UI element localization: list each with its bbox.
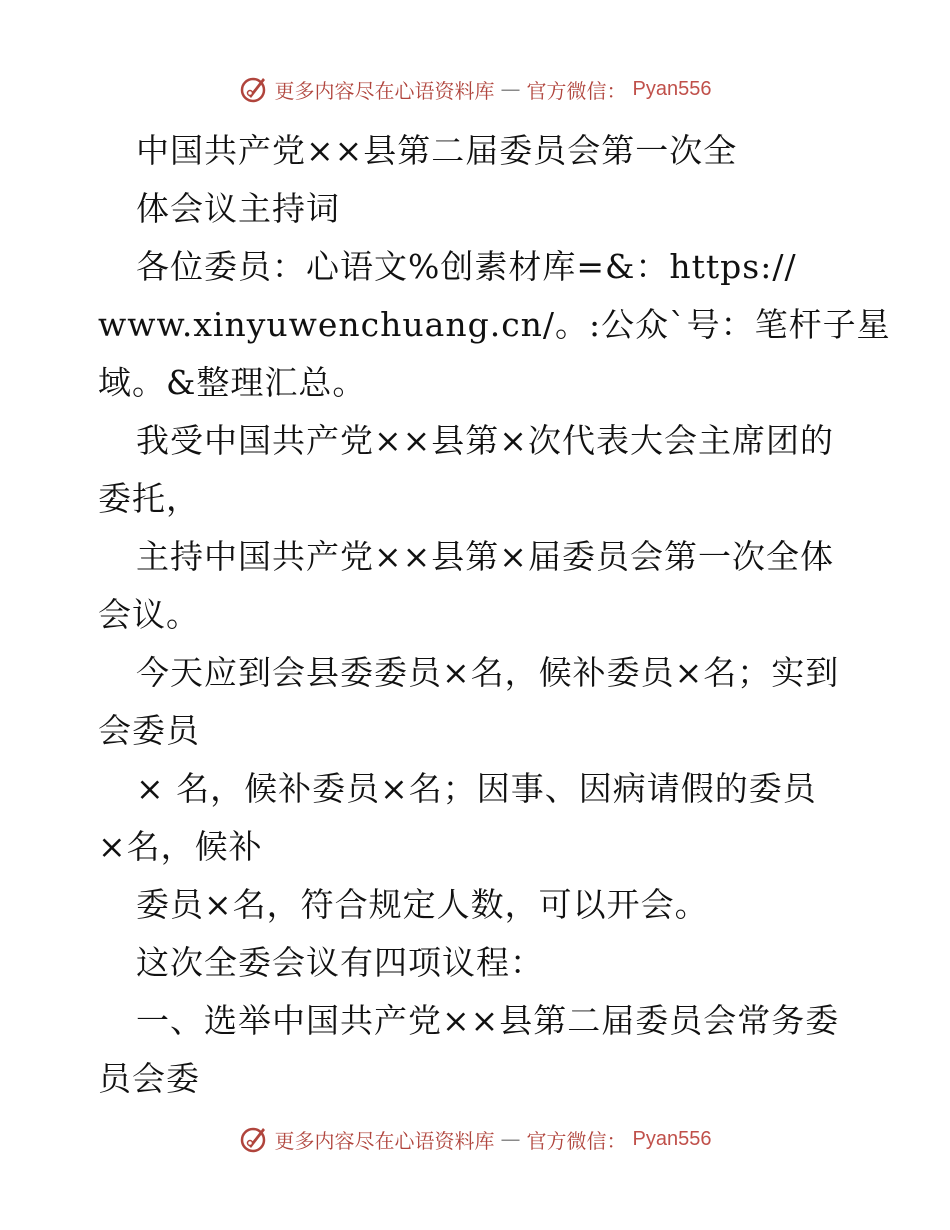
watermark-main-text: 更多内容尽在心语资料库 bbox=[274, 78, 495, 103]
document-line: 主持中国共产党××县第×届委员会第一次全体 bbox=[136, 537, 834, 576]
watermark-id: Pyan556 bbox=[632, 77, 712, 100]
watermark-separator: — bbox=[500, 77, 521, 101]
document-line: 今天应到会县委委员×名，候补委员×名；实到 bbox=[136, 653, 840, 692]
watermark-official-text: 官方微信： bbox=[526, 1128, 627, 1153]
quill-logo-icon bbox=[239, 1124, 269, 1154]
document-line: × 名，候补委员×名；因事、因病请假的委员 bbox=[136, 769, 817, 808]
quill-logo-icon bbox=[239, 74, 269, 104]
document-line: 我受中国共产党××县第×次代表大会主席团的 bbox=[136, 421, 834, 460]
watermark-top bbox=[0, 74, 950, 104]
document-body bbox=[98, 122, 891, 1108]
document-line: 委托， bbox=[98, 479, 200, 518]
watermark-bottom bbox=[0, 1124, 950, 1154]
watermark-main-text: 更多内容尽在心语资料库 bbox=[274, 1128, 495, 1153]
document-line: 会议。 bbox=[98, 595, 200, 634]
document-line: 各位委员：心语文%创素材库=&：https:// bbox=[136, 247, 797, 286]
document-line: 域。&整理汇总。 bbox=[98, 363, 367, 402]
watermark-official-text: 官方微信： bbox=[526, 78, 627, 103]
document-line: 这次全委会议有四项议程： bbox=[136, 943, 544, 982]
document-line: ×名，候补 bbox=[98, 827, 263, 866]
document-line: 员会委 bbox=[98, 1059, 200, 1098]
document-line: 中国共产党××县第二届委员会第一次全 bbox=[136, 131, 738, 170]
watermark-separator: — bbox=[500, 1127, 521, 1151]
document-line: www.xinyuwenchuang.cn/。:公众`号：笔杆子星 bbox=[98, 305, 891, 344]
document-line: 会委员 bbox=[98, 711, 200, 750]
watermark-id: Pyan556 bbox=[632, 1127, 712, 1150]
document-line: 一、选举中国共产党××县第二届委员会常务委 bbox=[136, 1001, 840, 1040]
document-line: 体会议主持词 bbox=[136, 189, 340, 228]
document-line: 委员×名，符合规定人数，可以开会。 bbox=[136, 885, 709, 924]
